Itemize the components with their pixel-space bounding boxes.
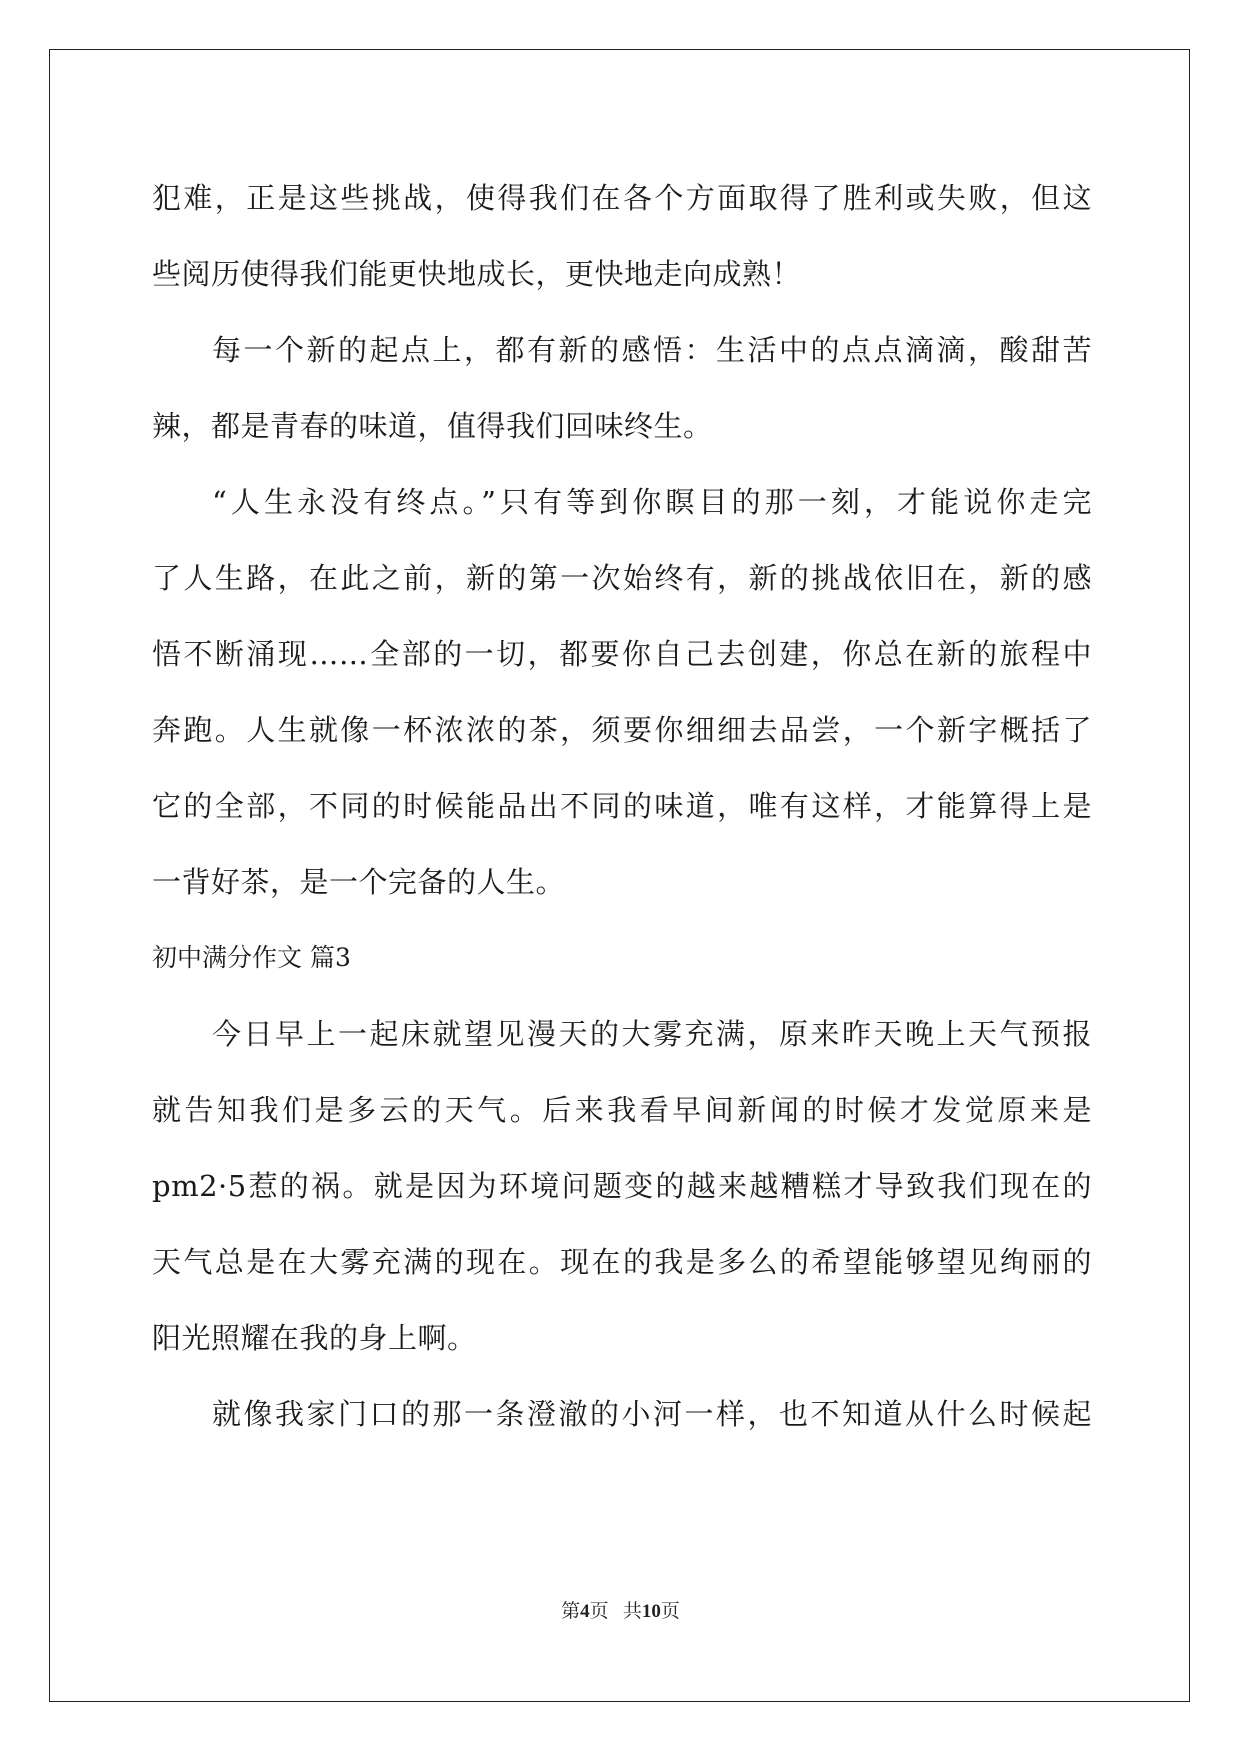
paragraph-line: 辣，都是青春的味道，值得我们回味终生。 bbox=[152, 409, 713, 443]
paragraph-line: 些阅历使得我们能更快地成长，更快地走向成熟！ bbox=[152, 257, 802, 291]
section-heading: 初中满分作文 篇3 bbox=[152, 943, 351, 972]
total-pages: 10 bbox=[641, 1601, 661, 1622]
paragraph-line: 阳光照耀在我的身上啊。 bbox=[152, 1321, 477, 1355]
paragraph-line: 每一个新的起点上，都有新的感悟：生活中的点点滴滴，酸甜苦 bbox=[212, 333, 1092, 367]
paragraph-line: 一背好茶，是一个完备的人生。 bbox=[152, 865, 566, 899]
paragraph-line: 就像我家门口的那一条澄澈的小河一样，也不知道从什么时候起 bbox=[212, 1397, 1092, 1431]
paragraph-line: pm2·5惹的祸。就是因为环境问题变的越来越糟糕才导致我们现在的 bbox=[152, 1169, 1092, 1203]
paragraph-line: 了人生路，在此之前，新的第一次始终有，新的挑战依旧在，新的感 bbox=[152, 561, 1092, 595]
paragraph-line: 天气总是在大雾充满的现在。现在的我是多么的希望能够望见绚丽的 bbox=[152, 1245, 1092, 1279]
page-footer bbox=[0, 1596, 1241, 1623]
page-suffix: 页 bbox=[589, 1601, 609, 1622]
paragraph-line: “人生永没有终点。”只有等到你瞑目的那一刻，才能说你走完 bbox=[212, 485, 1092, 519]
total-prefix: 共 bbox=[622, 1601, 642, 1622]
paragraph-line: 它的全部，不同的时候能品出不同的味道，唯有这样，才能算得上是 bbox=[152, 789, 1092, 823]
paragraph-line: 就告知我们是多云的天气。后来我看早间新闻的时候才发觉原来是 bbox=[152, 1093, 1092, 1127]
paragraph-line: 今日早上一起床就望见漫天的大雾充满，原来昨天晚上天气预报 bbox=[212, 1017, 1092, 1051]
page-prefix: 第 bbox=[561, 1601, 581, 1622]
paragraph-line: 犯难，正是这些挑战，使得我们在各个方面取得了胜利或失败，但这 bbox=[152, 181, 1092, 215]
paragraph-line: 悟不断涌现……全部的一切，都要你自己去创建，你总在新的旅程中 bbox=[152, 637, 1092, 671]
document-body bbox=[152, 160, 1092, 1452]
total-suffix: 页 bbox=[660, 1601, 680, 1622]
page-number: 4 bbox=[580, 1601, 590, 1622]
paragraph-line: 奔跑。人生就像一杯浓浓的茶，须要你细细去品尝，一个新字概括了 bbox=[152, 713, 1092, 747]
